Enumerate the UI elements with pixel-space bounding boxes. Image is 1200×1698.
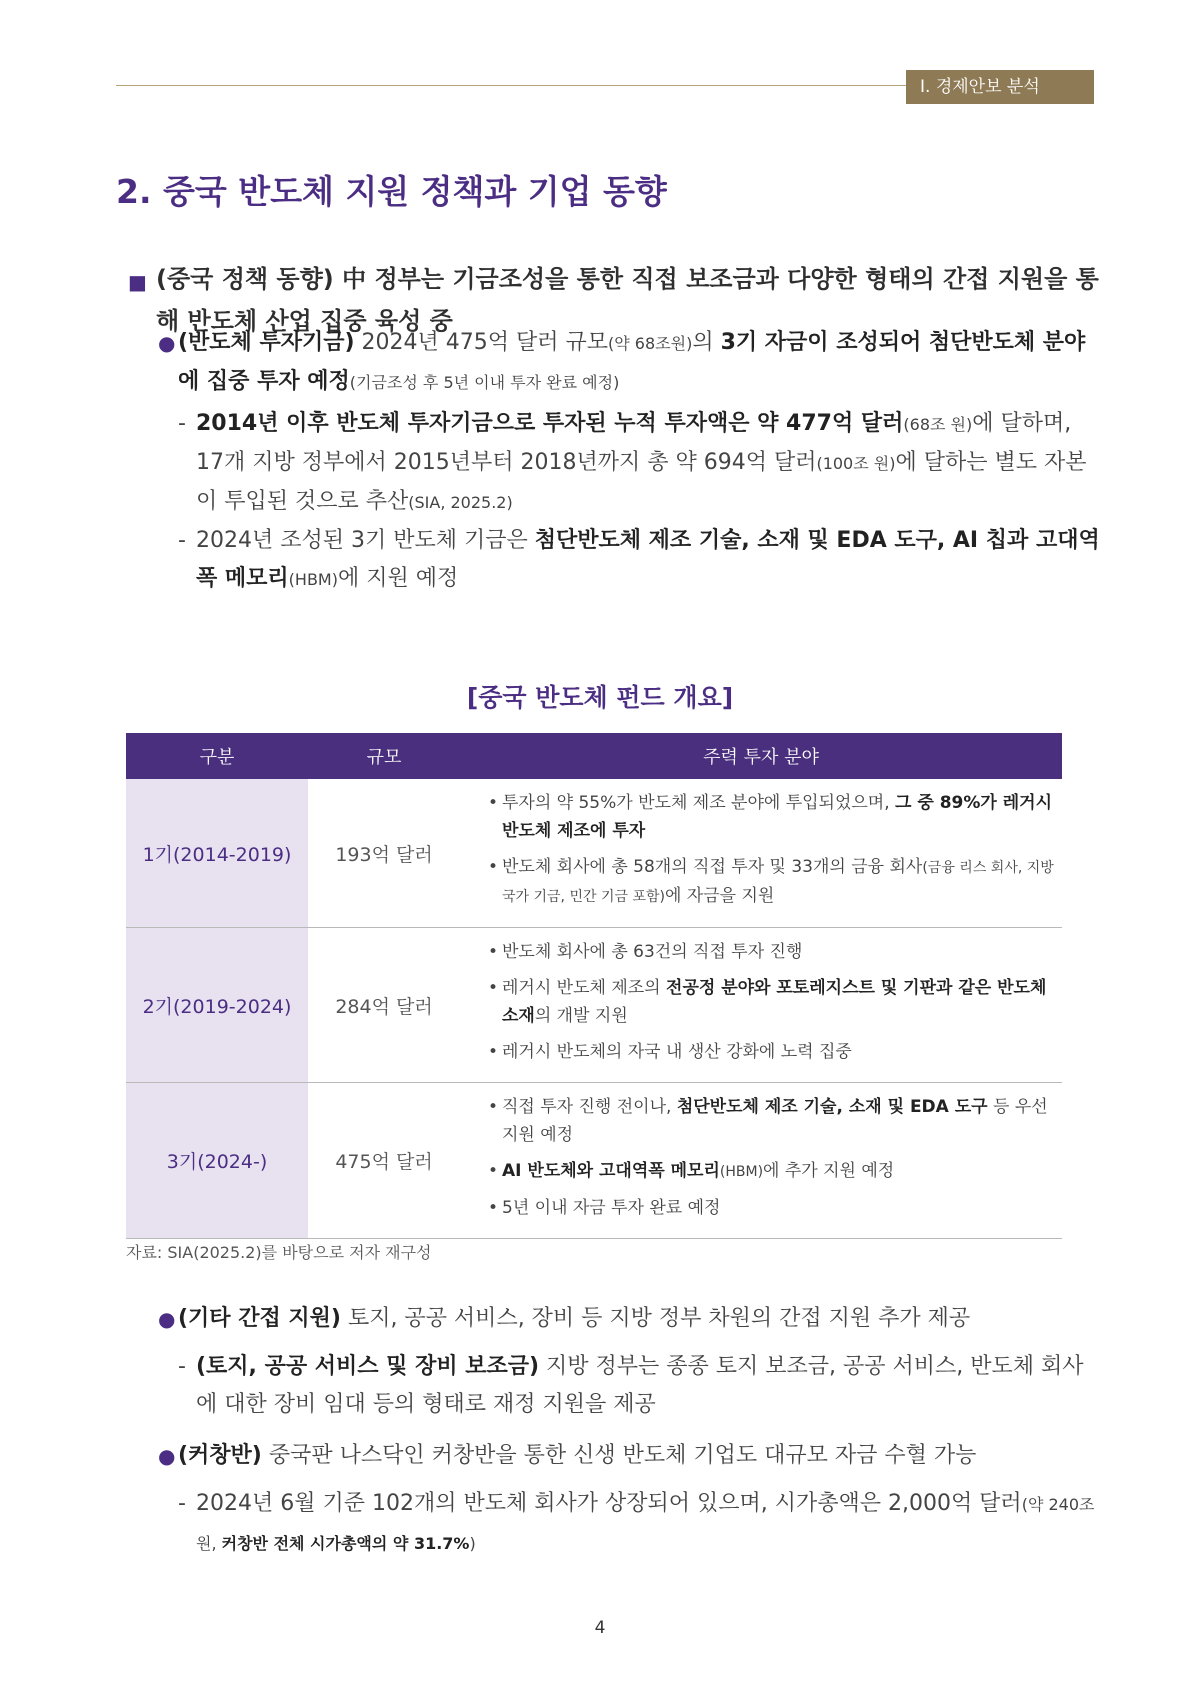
fund-text-2: 의 (692, 330, 721, 355)
fund-bullet-text (158, 324, 1100, 402)
focus-text: 반도체 회사에 총 58개의 직접 투자 및 33개의 금융 회사 (502, 857, 923, 877)
focus-text-2: 에 추가 지원 예정 (763, 1161, 895, 1181)
page-number: 4 (594, 1618, 606, 1638)
period-cell: 3기(2024-) (126, 1083, 308, 1239)
small-bullet-icon: • (488, 1042, 499, 1062)
focus-text-2: 등 우선 지원 예정 (502, 1097, 1048, 1145)
focus-text: 직접 투자 진행 전이나, (502, 1097, 677, 1117)
focus-bullet (488, 1194, 1054, 1222)
fund-overview-table (126, 733, 1062, 1239)
period-cell: 1기(2014-2019) (126, 779, 308, 928)
indirect-support-bullet (158, 1300, 1100, 1338)
subsidy-body: 지방 정부는 종종 토지 보조금, 공공 서비스, 반도체 회사에 대한 장비 임대 등의 형태로 재정 지원을 제공 (196, 1354, 1084, 1417)
small-bullet-icon: • (488, 857, 499, 877)
star-market-body: 중국판 나스닥인 커창반을 통한 신생 반도체 기업도 대규모 자금 수혈 가능 (261, 1443, 977, 1468)
period-cell: 2기(2019-2024) (126, 928, 308, 1083)
circle-bullet-icon: ● (158, 331, 176, 355)
focus-text: 반도체 회사에 총 63건의 직접 투자 진행 (502, 942, 803, 962)
table-row (126, 928, 1062, 1083)
size-cell: 193억 달러 (308, 779, 460, 928)
fund-label: (반도체 투자기금) (178, 330, 355, 355)
table-title: [중국 반도체 펀드 개요] (466, 683, 734, 712)
focus-cell (460, 928, 1062, 1083)
investment-dash-2 (178, 522, 1100, 599)
investment-dash-1-text (178, 405, 1100, 522)
focus-bullet (488, 1038, 1054, 1066)
page-heading: 2. 중국 반도체 지원 정책과 기업 동향 (116, 172, 667, 211)
indirect-text: 토지, 공공 서비스, 장비 등 지방 정부 차원의 간접 지원 추가 제공 (340, 1306, 971, 1331)
dash-mark: - (178, 1354, 186, 1379)
fund-text-1: 2024년 475억 달러 규모 (354, 330, 609, 355)
d1-text-2: 에 달하는 별도 자본이 투입된 것으로 추산 (196, 450, 1087, 514)
focus-text-2: 에 자금을 지원 (664, 886, 775, 906)
column-header-period: 구분 (126, 733, 308, 779)
d1-text-1: 에 달하며, 17개 지방 정부에서 2015년부터 2018년까지 총 약 694억 달러 (196, 411, 1072, 475)
listing-note: (약 240조원, (196, 1495, 1095, 1553)
listing-text (178, 1485, 1100, 1563)
subsidy-text (178, 1348, 1100, 1424)
d1-bold: 2014년 이후 반도체 투자기금으로 투자된 누적 투자액은 약 477억 달러 (196, 411, 904, 436)
circle-bullet-icon: ● (158, 1307, 176, 1331)
focus-bullet (488, 1093, 1054, 1149)
subsidy-label: (토지, 공공 서비스 및 장비 보조금) (196, 1354, 540, 1379)
header-rule (116, 85, 906, 86)
policy-summary-text: (중국 정책 동향) 中 정부는 기금조성을 통한 직접 보조금과 다양한 형태의 간접 지원을 통해 반도체 산업 집중 육성 중 (156, 265, 1099, 335)
column-header-size: 규모 (308, 733, 460, 779)
investment-dash-1 (178, 405, 1100, 522)
d1-note-3: (SIA, 2025.2) (408, 493, 513, 512)
dash-mark: - (178, 411, 186, 436)
listing-note-bold: 커창반 전체 시가총액의 약 31.7% (221, 1534, 470, 1553)
listing-dash (178, 1485, 1100, 1563)
small-bullet-icon: • (488, 1198, 499, 1218)
focus-text-note: (금융 리스 회사, 지방 국가 기금, 민간 기금 포함) (502, 860, 1054, 905)
small-bullet-icon: • (488, 1097, 499, 1117)
fund-text-note-2: (기금조성 후 5년 이내 투자 완료 예정) (349, 373, 620, 392)
small-bullet-icon: • (488, 793, 499, 813)
square-bullet-icon: ■ (128, 270, 147, 294)
small-bullet-icon: • (488, 978, 499, 998)
star-market-label: (커창반) (178, 1443, 262, 1468)
d1-note-2: (100조 원) (816, 454, 896, 473)
listing-note-close: ) (469, 1534, 476, 1553)
dash-mark: - (178, 1491, 186, 1516)
size-cell: 475억 달러 (308, 1083, 460, 1239)
focus-bullet (488, 789, 1054, 845)
focus-text: 레거시 반도체 제조의 (502, 978, 667, 998)
indirect-support-text (158, 1300, 1100, 1338)
investment-dash-2-text (178, 522, 1100, 599)
focus-bullet (488, 853, 1054, 911)
focus-bullet (488, 938, 1054, 966)
table-source: 자료: SIA(2025.2)를 바탕으로 저자 재구성 (126, 1243, 432, 1262)
subsidy-dash (178, 1348, 1100, 1424)
listing-body: 2024년 6월 기준 102개의 반도체 회사가 상장되어 있으며, 시가총액은 2,000억 달러 (196, 1491, 1022, 1516)
focus-text: 투자의 약 55%가 반도체 제조 분야에 투입되었으며, (502, 793, 896, 813)
focus-cell (460, 779, 1062, 928)
focus-text-bold: 첨단반도체 제조 기술, 소재 및 EDA 도구 (676, 1097, 988, 1117)
focus-text: 5년 이내 자금 투자 완료 예정 (502, 1198, 721, 1218)
focus-text-bold: 전공정 분야와 포토레지스트 및 기판과 같은 반도체 소재 (502, 978, 1047, 1026)
d2-bold: 첨단반도체 제조 기술, 소재 및 EDA 도구, AI 칩과 고대역폭 메모리 (196, 528, 1100, 591)
focus-cell (460, 1083, 1062, 1239)
focus-bullet (488, 1157, 1054, 1186)
star-market-text (158, 1437, 1100, 1475)
circle-bullet-icon: ● (158, 1444, 176, 1468)
table-row (126, 779, 1062, 928)
d2-note: (HBM) (288, 570, 338, 589)
table-header-row (126, 733, 1062, 779)
fund-text-bold: 3기 자금이 조성되어 첨단반도체 분야에 집중 투자 예정 (178, 330, 1086, 394)
focus-text-bold: AI 반도체와 고대역폭 메모리 (502, 1161, 720, 1181)
focus-text: 레거시 반도체의 자국 내 생산 강화에 노력 집중 (502, 1042, 852, 1062)
focus-bullet (488, 974, 1054, 1030)
dash-mark: - (178, 528, 186, 553)
table-row (126, 1083, 1062, 1239)
focus-text-note: (HBM) (719, 1164, 764, 1180)
section-tab: Ⅰ. 경제안보 분석 (906, 70, 1094, 104)
star-market-bullet (158, 1437, 1100, 1475)
d2-text-1: 2024년 조성된 3기 반도체 기금은 (196, 528, 535, 553)
indirect-label: (기타 간접 지원) (178, 1306, 341, 1331)
fund-bullet (158, 324, 1100, 402)
d1-note-1: (68조 원) (903, 415, 973, 434)
column-header-focus: 주력 투자 분야 (460, 733, 1062, 779)
focus-text-2: 의 개발 지원 (534, 1006, 628, 1026)
size-cell: 284억 달러 (308, 928, 460, 1083)
fund-text-note: (약 68조원) (608, 334, 693, 353)
small-bullet-icon: • (488, 942, 499, 962)
small-bullet-icon: • (488, 1161, 499, 1181)
d2-text-2: 에 지원 예정 (337, 566, 459, 591)
focus-text-bold: 그 중 89%가 레거시 반도체 제조에 투자 (502, 793, 1053, 841)
